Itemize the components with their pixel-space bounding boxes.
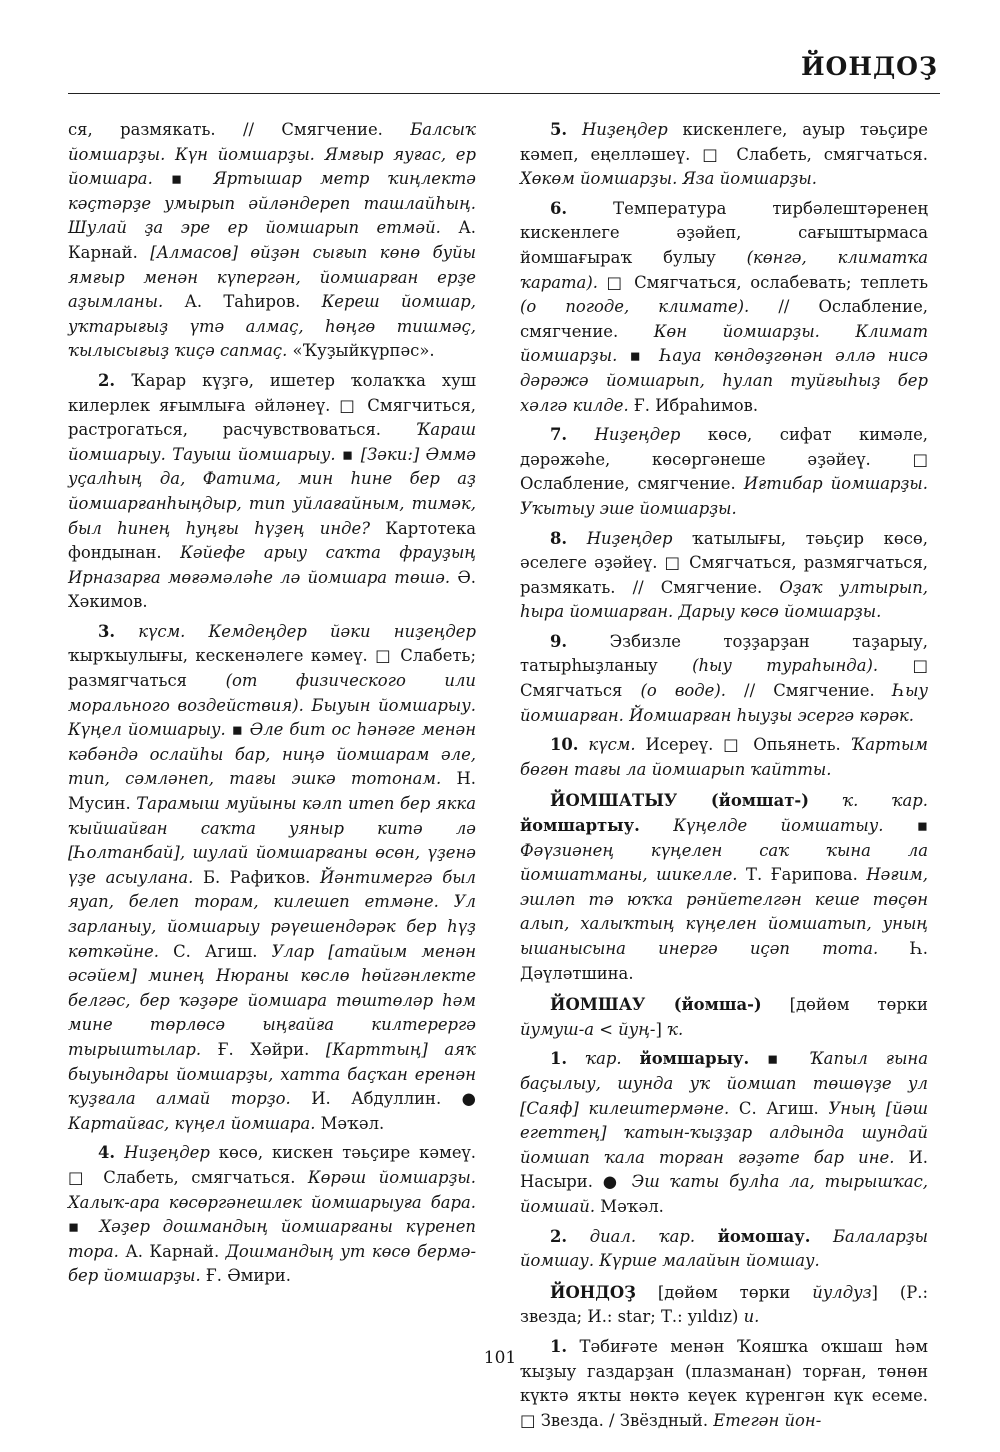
right-column <box>520 118 928 1433</box>
entry-sense: 2. Ҡарар күҙгә, ишетер ҡолаҡҡа хуш килерлек яғымлыға әйләнеү. □ Смягчиться, растрогаться, расчувствоваться. Ҡараш йомшарыу. Тауыш йомшарыу. ▪ [Зәки:] Әммә уҫалһың да, Фатима, мин һине бер аҙ йомшарғанһыңдыр, тип уйлағайным, тимәк, был һинең һуңғы һүҙең инде? Картотека фондынан. Кәйефе арыу саҡта фрауҙың Ирназарға мөғәмәләһе лә йомшара төшә. Ә. Хәкимов. <box>68 370 476 612</box>
entry-sense: 10. күсм. Исереү. □ Опьянеть. Ҡартым бөгөн тағы ла йомшарып ҡайтты. <box>520 735 928 779</box>
entry-sense: ся, размякать. // Смягчение. Балсыҡ йомшарҙы. Күн йомшарҙы. Ямғыр яуғас, ер йомшара. ▪ Яртышар метр ҡиңлектә кәҫтәрҙе умырып әйләндереп ташлайһың. Шулай ҙа эре ер йомшарып етмәй. А. Карнай. [Алмасов] өйҙән сығып көнө буйы ямғыр менән күпергән, йомшарған ерҙе аҙымланы. А. Таһиров. Кереш йомшар, уҡтарығыҙ үтә алмаҫ, һөңгө тишмәҫ, ҡылысығыҙ ҡиҫә сапмаҫ. «Ҡуҙыйкүрпәс». <box>68 120 476 361</box>
entry-sense: 5. Ниҙеңдер кискенлеге, ауыр тәьҫире кәмеп, еңелләшеү. □ Слабеть, смягчаться. Хөкөм йомшарҙы. Яза йомшарҙы. <box>520 120 928 189</box>
entry-sense: 1. Тәбиғәте менән Ҡояшҡа оҡшаш һәм ҡыҙыу газдарҙан (плазманан) торған, төнөн күктә яҡты нөктә кеүек күренгән күк есеме. □ Звезда. / Звёздный. Етегән йон- <box>520 1336 928 1430</box>
dictionary-entry: ЙОМШАУ (йомша-) [дөйөм төрки йумуш-а < йуң-] ҡ. <box>520 995 928 1039</box>
entry-sense: 8. Ниҙеңдер ҡатылығы, тәьҫир көсө, әселеге әҙәйеү. □ Смягчаться, размягчаться, размякать. // Смягчение. Оҙаҡ ултырып, һыра йомшарған. Дарыу көсө йомшарҙы. <box>520 528 928 622</box>
header-rule <box>68 93 940 94</box>
entry-sense: 1. ҡар. йомшарыу. ▪ Ҡапыл ғына баҫылыу, шунда уҡ йомшап төшөүҙе ул [Саяф] килештермәне. С. Агиш. Уның [йәш егеттең] ҡатын-ҡыҙҙар алдында шундай йомшап ҡала торған ғәҙәте бар ине. И. Насыри. ● Эш ҡаты булһа ла, тырышҡас, йомшай. Мәҡәл. <box>520 1049 928 1216</box>
entry-sense: 6. Температура тирбәлештәренең кискенлеге әҙәйеп, сағыштырмаса йомшағыраҡ булыу (көнгә, климатҡа ҡарата). □ Смягчаться, ослабевать; теплеть (о погоде, климате). // Ослабление, смягчение. Көн йомшарҙы. Климат йомшарҙы. ▪ Һауа көндөҙгөнән әллә нисә дәрәжә йомшарып, һулап туйғыһыҙ бер хәлгә килде. Ғ. Ибраһимов. <box>520 198 928 415</box>
page-header-word: ЙОНДОҘ <box>800 52 938 81</box>
entry-sense: 9. Эзбизле тоҙҙарҙан таҙарыу, татырһыҙланыу (һыу тураһында). □ Смягчаться (о воде). // Смягчение. Һыу йомшарған. Йомшарған һыуҙы эсергә кәрәк. <box>520 631 928 725</box>
dictionary-entry: ЙОМШАТЫУ (йомшат-) ҡ. ҡар. йомшартыу. Күңелде йомшатыу. ▪ Фәүзиәнең күңелен саҡ ҡына ла йомшатманы, шикелле. Т. Ғарипова. Нәғим, эшләп тә юҡҡа рәнйетелгән кеше төҫөн алып, халыҡтың күңелен йомшатып, уның ышанысына инергә иҫәп тота. Һ. Дәүләтшина. <box>520 791 928 983</box>
page-number: 101 <box>483 1348 517 1368</box>
left-column <box>68 118 476 1289</box>
entry-sense: 4. Ниҙеңдер көсө, кискен тәьҫире кәмеү. □ Слабеть, смягчаться. Көрәш йомшарҙы. Халыҡ-ара көсөргәнешлек йомшарыуға бара. ▪ Хәҙер дошмандың йомшарғаны күренеп тора. А. Карнай. Дошмандың ут көсө бермә-бер йомшарҙы. Ғ. Әмири. <box>68 1143 476 1286</box>
entry-sense: 3. күсм. Кемдеңдер йәки ниҙеңдер ҡырҡыулығы, кескенәлеге кәмеү. □ Слабеть; размягчаться (от физического или морального воздействия). Быуын йомшарыу. Күңел йомшарыу. ▪ Әле бит ос һәнәге менән кәбәндә ослайһы бар, ниңә йомшарам әле, тип, сәмләнеп, тағы эшкә тотонам. Н. Мусин. Тарамыш муйыны кәлп итеп бер якка ҡыйшайған саҡта уяныр китә лә [Һолтанбай], шулай йомшарғаны өсөн, үҙенә үҙе асыулана. Б. Рафиҡов. Йәнтимергә был яуап, белеп торам, килешеп етмәне. Ул зарланыу, йомшарыу рәүешендәрәк бер һүҙ көткәйне. С. Агиш. Улар [атайым менән әсәйем] минең Нюраны көслө һөйгәнлекте белгәс, бер ҡәҙәре йомшара төштөләр һәм мине төрлөсә ыңғайға килтерергә тырыштылар. Ғ. Хәйри. [Карттың] аяҡ быуындары йомшарҙы, хатта баҫҡан еренән ҡуҙғала алмай торҙо. И. Абдуллин. ● Картайғас, күңел йомшара. Мәҡәл. <box>68 621 476 1133</box>
entry-sense: 7. Ниҙеңдер көсө, сифат кимәле, дәрәжәһе, көсөргәнеше әҙәйеү. □ Ослабление, смягчение. Иғтибар йомшарҙы. Уҡытыу эше йомшарҙы. <box>520 425 928 518</box>
entry-sense: 2. диал. ҡар. йомошау. Балаларҙы йомшау. Күрше малайын йомшау. <box>520 1226 929 1271</box>
dictionary-entry: ЙОНДОҘ [дөйөм төрки йулдуз] (Р.: звезда; И.: star; Т.: yıldız) и. <box>520 1282 928 1327</box>
